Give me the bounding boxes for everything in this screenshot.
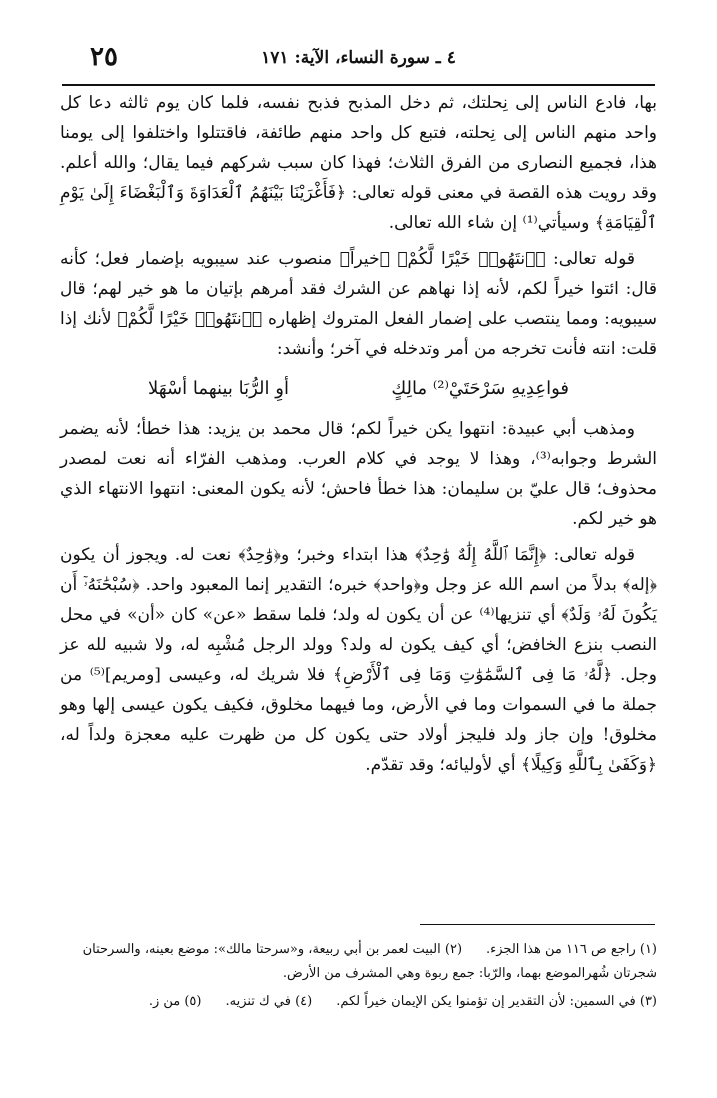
footnote-2: (٢) البيت لعمر بن أبي ربيعة، و«سرحتا مالك»: موضع بعينه، والسرحتان شجرتان شُهرالموضع بهما، والرّبا: جمع ربوة وهي المشرف من الأرض.	[82, 942, 657, 981]
verse-second-half: أوِ الرُّبَا بينهما أسْهَلا	[148, 378, 289, 399]
footnote-row-1	[60, 938, 657, 986]
page-number: ٢٥	[90, 42, 118, 72]
footnote-3: (٣) في السمين: لأن التقدير إن تؤمنوا يكن الإيمان خيراً لكم.	[336, 994, 657, 1009]
surah-title: ٤ ـ سورة النساء، الآية: ١٧١	[261, 48, 456, 68]
paragraph-1: بها، فادع الناس إلى نِحلتك، ثم دخل المذبح فذبح نفسه، فلما كان يوم ثالثه دعا كل واحد منهم الناس إلى نِحلته، فتبع كل واحد منهم طائفة، فاقتتلوا واختلفوا إلى يومنا هذا، فجميع النصارى من الفرق الثلاث؛ فهذا كان سبب شركهم فيما يقال؛ والله أعلم. وقد رويت هذه القصة في معنى قوله تعالى: ﴿فَأَغْرَيْنَا بَيْنَهُمُ ٱلْعَدَاوَةَ وَٱلْبَغْضَاءَ إِلَىٰ يَوْمِ ٱلْقِيَامَةِ﴾ وسيأتي⁽¹⁾ إن شاء الله تعالى.	[60, 93, 657, 233]
paragraph-3: ومذهب أبي عبيدة: انتهوا يكن خيراً لكم؛ قال محمد بن يزيد: هذا خطأ؛ لأنه يضمر الشرط وجوابه⁽³⁾، وهذا لا يوجد في كلام العرب. ومذهب الفرّاء أنه نعت لمصدر محذوف؛ قال عليّ بن سليمان: هذا خطأ فاحش؛ لأنه يكون المعنى: انتهوا الانتهاء الذي هو خير لكم.	[60, 419, 657, 529]
running-header	[62, 38, 655, 78]
footnote-separator	[420, 924, 655, 925]
verse-first-half: فواعِدِيهِ سَرْحَتَيْ⁽²⁾ مالِكٍ	[391, 378, 569, 399]
footnote-5: (٥) من ز.	[148, 994, 202, 1009]
header-rule	[62, 84, 655, 86]
footnote-1: (١) راجع ص ١١٦ من هذا الجزء.	[486, 942, 657, 957]
footnote-4: (٤) في ك تنزيه.	[225, 994, 313, 1009]
poetry-verse	[60, 370, 657, 414]
main-text	[60, 88, 657, 786]
footnotes	[60, 938, 657, 1018]
paragraph-4: قوله تعالى: ﴿إِنَّمَا ٱللَّهُ إِلَٰهٌ وَٰحِدٌ﴾ هذا ابتداء وخبر؛ و﴿وَٰحِدٌ﴾ نعت له. ويجوز أن يكون ﴿إله﴾ بدلاً من اسم الله عز وجل و﴿واحد﴾ خبره؛ التقدير إنما المعبود واحد. ﴿سُبْحَٰنَهُۥٓ أَن يَكُونَ لَهُۥ وَلَدٌ﴾ أي تنزيها⁽⁴⁾ عن أن يكون له ولد؛ فلما سقط «عن» كان «أن» في محل النصب بنزع الخافض؛ أي كيف يكون له ولد؟ وولد الرجل مُشْبِه له، ولا شبيه لله عز وجل. ﴿لَّهُۥ مَا فِى ٱلسَّمَٰوَٰتِ وَمَا فِى ٱلْأَرْضِ﴾ فلا شريك له، وعيسى [ومريم]⁽⁵⁾ من جملة ما في السموات وما في الأرض، وما فيهما مخلوق، فكيف يكون عيسى إلها وهو مخلوق! وإن جاز ولد فليجز أولاد حتى يكون كل من ظهرت عليه معجزة ولداً له، ﴿وَكَفَىٰ بِٱللَّهِ وَكِيلًا﴾ أي لأوليائه؛ وقد تقدّم.	[60, 545, 657, 775]
footnote-row-2	[60, 990, 657, 1014]
paragraph-2: قوله تعالى: ﴿ٱنتَهُوا۟ خَيْرًا لَّكُمْ﴾ ﴿خيراً﴾ منصوب عند سيبويه بإضمار فعل؛ كأنه قال: ائتوا خيراً لكم، لأنه إذا نهاهم عن الشرك فقد أمرهم بإتيان ما هو خير لهم؛ قال سيبويه: ومما ينتصب على إضمار الفعل المتروك إظهاره ﴿ٱنتَهُوا۟ خَيْرًا لَّكُمْ﴾ لأنك إذا قلت: انته فأنت تخرجه من أمر وتدخله في آخر؛ وأنشد:	[60, 249, 657, 359]
